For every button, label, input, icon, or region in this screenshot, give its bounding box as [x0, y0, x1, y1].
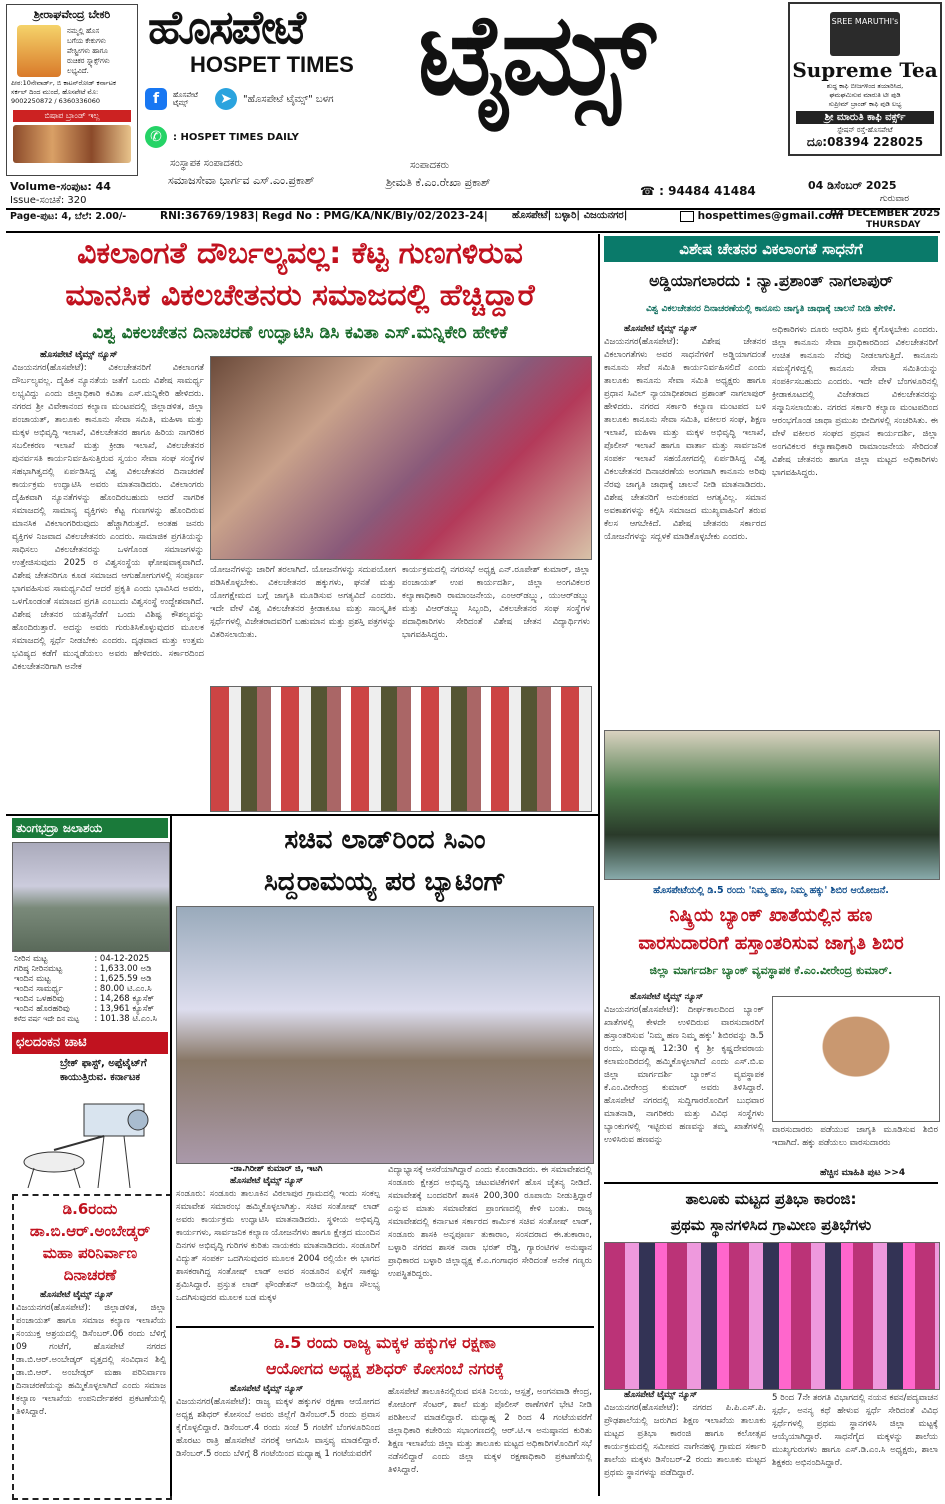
- mail-icon: [680, 211, 694, 222]
- facebook-label: ಹೊಸಪೇಟೆ ಟೈಮ್ಸ್: [173, 91, 198, 107]
- talent-column-1: ವಿಜಯನಗರ(ಹೊಸಪೇಟೆ): ನಗರದ ಪಿ.ಪಿ.ಎಸ್.ಪಿ. ಪ್ರೌಢಶಾಲೆಯಲ್ಲಿ ಜರುಗಿದ ಶಿಕ್ಷಣ ಇಲಾಖೆಯ ತಾಲೂಕು ಮಟ್ಟದ ಪ್ರತಿಭಾ ಕಾರಂಜಿ ಹಾಗೂ ಕಲೋತ್ಸವ ಕಾರ್ಯಕ್ರಮದಲ್ಲಿ ಸಮೀಪದ ನಾಗೇನಹಳ್ಳಿ ಗ್ರಾಮದ ಸರ್ಕಾರಿ ಶಾಲೆಯ ಮಕ್ಕಳು ಡಿಸೆಂಬರ್-2 ರಂದು ತಾಲೂಕು ಮಟ್ಟದ ಪ್ರಥಮ ಸ್ಥಾನಗಳನ್ನು ಪಡೆದಿದ್ದಾರೆ.: [604, 1403, 766, 1478]
- tea-ad-phone: ದೂ:08394 228025: [806, 135, 924, 149]
- dam-table: [12, 954, 170, 1024]
- dam-value: : 04-12-2025: [94, 954, 150, 964]
- lead-bottom-rule: [6, 814, 598, 816]
- date-english: 04 DECEMBER 2025: [830, 208, 941, 219]
- dam-label: ಇಂದಿನ ಒಳಹರಿವು: [14, 994, 64, 1004]
- left-column-divider: [170, 816, 172, 1496]
- dam-row: [12, 994, 170, 1004]
- dam-title: [12, 818, 168, 838]
- tea-ad-shop: ಶ್ರೀ ಮಾರುತಿ ಕಾಫಿ ವರ್ಕ್ಸ್: [796, 111, 934, 124]
- date-kannada: 04 ಡಿಸೆಂಬರ್ 2025: [808, 179, 897, 192]
- volume: Volume-ಸಂಪುಟ: 44: [10, 180, 111, 193]
- telegram-label: "ಹೊಸಪೇಟೆ ಟೈಮ್ಸ್" ಬಳಗ: [243, 93, 334, 105]
- child-rights-column-2: ಹೊಸಪೇಟೆ ತಾಲೂಕಿನಲ್ಲಿರುವ ವಸತಿ ನಿಲಯ, ಆಸ್ಪತ್ರೆ, ಅಂಗನವಾಡಿ ಕೇಂದ್ರ, ಕೋಚಿಂಗ್ ಸೆಂಟರ್, ಶಾಲೆ ಮತ್ತು ಪೊಲೀಸ್ ಠಾಣೆಗಳಿಗೆ ಭೇಟಿ ನೀಡಿ ಪರಿಶೀಲನೆ ಮಾಡಲಿದ್ದಾರೆ. ಮಧ್ಯಾಹ್ನ 2 ರಿಂದ 4 ಗಂಟೆಯವರೆಗೆ ಜಿಲ್ಲಾಧಿಕಾರಿ ಕಚೇರಿಯ ಸಭಾಂಗಣದಲ್ಲಿ ಆರ್.ಟಿ.ಇ ಅನುಷ್ಠಾನದ ಕುರಿತು ಶಿಕ್ಷಣ ಇಲಾಖೆಯ ಜಿಲ್ಲಾ ಮತ್ತು ತಾಲೂಕು ಮಟ್ಟದ ಅಧಿಕಾರಿಗಳೊಂದಿಗೆ ಸಭೆ ನಡೆಸಲಿದ್ದಾರೆ ಎಂದು ಜಿಲ್ಲಾ ಮಕ್ಕಳ ರಕ್ಷಣಾಧಿಕಾರಿ ಪ್ರಕಟಣೆಯಲ್ಲಿ ತಿಳಿಸಿದ್ದಾರೆ.: [388, 1387, 592, 1475]
- bakery-ad-red-label: ಬಿಷಾಪ ಬ್ರಾಂಡ್ ಇಲ್ಲ: [13, 110, 131, 122]
- ambedkar-headline-1: ಡಿ.6ರಂದು: [62, 1200, 118, 1218]
- lad-byline: ಹೊಸಪೇಟೆ ಟೈಮ್ಸ್ ನ್ಯೂಸ್: [230, 1176, 304, 1186]
- lad-photo-credit: -ಡಾ.ಗಿರೀಶ್ ಕುಮಾರ್ ಜಿ, ಇಟಗಿ: [230, 1164, 323, 1174]
- talent-headline-1: ತಾಲೂಕು ಮಟ್ಟದ ಪ್ರತಿಭಾ ಕಾರಂಜಿ:: [685, 1190, 857, 1208]
- registration: RNI:36769/1983| Regd No : PMG/KA/NK/Bly/02/2023-24|: [160, 210, 488, 222]
- lad-headline-2: ಸಿದ್ದರಾಮಯ್ಯ ಪರ ಬ್ಯಾಟಿಂಗ್: [263, 867, 507, 897]
- bakery-ad-line: ಪೇಸ್ಟ್ರೀಗಳು ಹಾಗೂ: [67, 47, 108, 55]
- lead-column-2: ಯೋಜನೆಗಳನ್ನು ಜಾರಿಗೆ ತರಲಾಗಿದೆ. ಯೋಜನೆಗಳನ್ನು ಸದುಪಯೋಗ ಪಡಿಸಿಕೊಳ್ಳಬೇಕು. ವಿಕಲಚೇತನರ ಹಕ್ಕುಗಳು, ಘನತೆ ಮತ್ತು ಯೋಗಕ್ಷೇಮದ ಬಗ್ಗೆ ಜಾಗೃತಿ ಮೂಡಿಸುವ ಅಗತ್ಯವಿದೆ ಎಂದರು. ಇದೇ ವೇಳೆ ವಿಶ್ವ ವಿಕಲಚೇತನರ ಕ್ರೀಡಾಕೂಟ ಮತ್ತು ಸಾಂಸ್ಕೃತಿಕ ಸ್ಪರ್ಧೆಗಳಲ್ಲಿ ವಿಜೇತರಾದವರಿಗೆ ಬಹುಮಾನ ಮತ್ತು ಪ್ರಶಸ್ತಿ ಪತ್ರಗಳನ್ನು ವಿತರಿಸಲಾಯಿತು.: [210, 565, 396, 640]
- tea-ad-line: ಶುದ್ಧ ಕಾಫಿ ಬೀಜಗಳಿಂದ ತಯಾರಿಸಿದ,: [826, 82, 904, 90]
- dam-label: ಇಂದಿನ ಮಟ್ಟ: [14, 974, 51, 984]
- dam-value: : 1,633.00 ಅಡಿ: [94, 964, 152, 974]
- bakery-ad-line: ನಮ್ಮಲ್ಲಿ ಹೊಸ: [67, 27, 100, 35]
- lead-headline-2: ಮಾನಸಿಕ ವಿಕಲಚೇತನರು ಸಮಾಜದಲ್ಲಿ ಹೆಚ್ಚಿದ್ದಾರೆ: [65, 278, 535, 313]
- talent-column-2: 5 ರಿಂದ 7ನೇ ತರಗತಿ ವಿಭಾಗದಲ್ಲಿ ನಯನ ಕವನ/ಪದ್ಯವಾಚನ ಸ್ಪರ್ಧೆ, ಅನನ್ಯ ಕಥೆ ಹೇಳುವ ಸ್ಪರ್ಧೆ ಸೇರಿದಂತೆ ವಿವಿಧ ಸ್ಪರ್ಧೆಗಳಲ್ಲಿ ಪ್ರಥಮ ಸ್ಥಾನಗಳಿಸಿ ಜಿಲ್ಲಾ ಮಟ್ಟಕ್ಕೆ ಆಯ್ಕೆಯಾಗಿದ್ದಾರೆ. ಸಾಧನೆಗೈದ ಮಕ್ಕಳನ್ನು ಶಾಲೆಯ ಮುಖ್ಯಗುರುಗಳು ಹಾಗೂ ಎಸ್.ಡಿ.ಎಂ.ಸಿ ಅಧ್ಯಕ್ಷರು, ಶಾಲಾ ಶಿಕ್ಷಕರು ಅಭಿನಂದಿಸಿದ್ದಾರೆ.: [772, 1393, 938, 1468]
- dam-row: [12, 954, 170, 964]
- ambedkar-body: ವಿಜಯನಗರ(ಹೊಸಪೇಟೆ): ಜಿಲ್ಲಾಡಳಿತ, ಜಿಲ್ಲಾ ಪಂಚಾಯತ್ ಹಾಗೂ ಸಮಾಜ ಕಲ್ಯಾಣ ಇಲಾಖೆಯ ಸಂಯುಕ್ತ ಆಶ್ರಯದಲ್ಲಿ ಡಿಸೆಂಬರ್.06 ರಂದು ಬೆಳಿಗ್ಗೆ 09 ಗಂಟೆಗೆ, ಹೊಸಪೇಟೆ ನಗರದ ಡಾ.ಬಿ.ಆರ್.ಅಂಬೇಡ್ಕರ್ ವೃತ್ತದಲ್ಲಿ ಸಂವಿಧಾನ ಶಿಲ್ಪಿ ಡಾ.ಬಿ.ಆರ್. ಅಂಬೇಡ್ಕರ್ ಮಹಾ ಪರಿನಿರ್ವಾಣ ದಿನಾಚರಣೆಯನ್ನು ಹಮ್ಮಿಕೊಳ್ಳಲಾಗಿದೆ ಎಂದು ಸಮಾಜ ಕಲ್ಯಾಣ ಇಲಾಖೆಯ ಉಪನಿರ್ದೇಶಕರ ಪ್ರಕಟಣೆಯಲ್ಲಿ ತಿಳಿಸಿದ್ದಾರೆ.: [16, 1303, 166, 1417]
- bakery-ad: [6, 4, 138, 176]
- dam-label: ಗರಿಷ್ಠ ನೀರಿನಮಟ್ಟ: [14, 964, 63, 974]
- pages: Page-ಪುಟ: 4, ಬೆಲೆ: 2.00/-: [10, 211, 127, 222]
- tea-ad: [788, 2, 942, 156]
- bakery-ad-address: ಪೀಠ:10ನೇವಾರ್ಡ್, ಬಿ ಕಾಟನ್‌ರೋಡ್ ಕರ್ನಾಟಕ ಸರ್ಕಲ್ ದಿಂದ ಮುಂದೆ, ಹೊಸಪೇಟೆ ಮೊ: 9002250872 / 6360336060: [11, 79, 116, 105]
- whatsapp-icon[interactable]: ✆: [145, 126, 167, 148]
- bakery-ad-line: ಬಗೆಯ ಕೇಕುಗಳು: [67, 37, 106, 45]
- right-subhead: ವಿಶ್ವ ವಿಕಲಚೇತನರ ದಿನಾಚರಣೆಯಲ್ಲಿ ಕಾನೂನು ಜಾಗೃತಿ ಜಾಥಾಕ್ಕೆ ಚಾಲನೆ ನೀಡಿ ಹೇಳಿಕೆ.: [646, 304, 896, 314]
- lead-photo-lamp-lighting: [210, 356, 592, 560]
- tea-ad-name: Supreme Tea: [792, 58, 938, 82]
- dam-photo: [12, 842, 170, 952]
- bank-photo-officer: [772, 996, 940, 1122]
- dam-title-text: ತುಂಗಭದ್ರಾ ಜಲಾಶಯ: [16, 821, 103, 835]
- dam-value: : 1,625.59 ಅಡಿ: [94, 974, 152, 984]
- ambedkar-headline-3: ಮಹಾ ಪರಿನಿರ್ವಾಣ: [42, 1244, 138, 1262]
- telegram-icon[interactable]: ➤: [215, 88, 237, 110]
- dam-value: : 101.38 ಟಿ.ಎಂ.ಸಿ: [94, 1014, 158, 1024]
- dam-value: : 13,961 ಕ್ಯೂಸೆಕ್: [94, 1004, 155, 1014]
- masthead-title-kannada: ಹೊಸಪೇಟೆ: [148, 0, 305, 54]
- lad-headline-1: ಸಚಿವ ಲಾಡ್‌ರಿಂದ ಸಿಎಂ: [284, 825, 486, 855]
- dam-row: [12, 1004, 170, 1014]
- child-rights-column-1: ವಿಜಯನಗರ(ಹೊಸಪೇಟೆ): ರಾಜ್ಯ ಮಕ್ಕಳ ಹಕ್ಕುಗಳ ರಕ್ಷಣಾ ಆಯೋಗದ ಅಧ್ಯಕ್ಷ ಶಶಿಧರ್ ಕೋಸಂಬೆ ಅವರು ಜಿಲ್ಲೆಗೆ ಡಿಸೆಂಬರ್.5 ರಂದು ಪ್ರವಾಸ ಕೈಗೊಳ್ಳಲಿದ್ದಾರೆ. ಡಿಸೆಂಬರ್.4 ರಂದು ಸಂಜೆ 5 ಗಂಟೆಗೆ ಬೆಂಗಳೂರಿನಿಂದ ಹೊರಟು ರಾತ್ರಿ ಹೊಸಪೇಟೆ ನಗರಕ್ಕೆ ಆಗಮಿಸಿ ವಾಸ್ತವ್ಯ ಮಾಡಲಿದ್ದಾರೆ. ಡಿಸೆಂಬರ್.5 ರಂದು ಬೆಳಿಗ್ಗೆ 8 ಗಂಟೆಯಿಂದ ಮಧ್ಯಾಹ್ನ 1 ಗಂಟೆಯವರೆಗೆ: [176, 1397, 380, 1459]
- day-english: THURSDAY: [866, 220, 921, 230]
- talent-photo-students: [604, 1242, 940, 1390]
- cartoon-caption-2: ಕಾಯುತ್ತಿರುವ. ಕರ್ನಾಟಕ: [60, 1072, 141, 1083]
- phone-number: ☎ : 94484 41484: [640, 184, 756, 198]
- lead-byline: ಹೊಸಪೇಟೆ ಟೈಮ್ಸ್ ನ್ಯೂಸ್: [40, 350, 118, 360]
- dam-row: [12, 984, 170, 994]
- tea-ad-line: ಘಮಘಮಿಸುವ ಮಾರುತಿ ಟೀ ಪುಡಿ: [829, 91, 901, 99]
- lad-column-1: ಸಂಡೂರು: ಸಂಡೂರು ತಾಲೂಕಿನ ವಿಠಲಾಪುರ ಗ್ರಾಮದಲ್ಲಿ ಇಂದು ಸಂಕಲ್ಪ ಸಮಾವೇಶ ಸಮಾರಂಭ ಹಮ್ಮಿಕೊಳ್ಳಲಾಗಿತ್ತು. ಸಚಿವ ಸಂತೋಷ್ ಲಾಡ್ ಅವರು ಕಾರ್ಯಕ್ರಮ ಉದ್ಘಾಟಿಸಿ ಮಾತನಾಡಿದರು. ಸ್ಥಳೀಯ ಅಭಿವೃದ್ಧಿ ಕಾರ್ಯಗಳು, ಸಾರ್ವಜನಿಕ ಕಲ್ಯಾಣ ಯೋಜನೆಗಳು ಹಾಗೂ ಕ್ಷೇತ್ರದ ಮುಂದಿನ ದಿನಗಳ ಅಭಿವೃದ್ಧಿ ಗುರಿಗಳ ಕುರಿತು ನಾಯಕರು ಮಾತನಾಡಿದರು. ಸಂಡೂರಿಗೆ ವಿದ್ಯುತ್ ಸಂಪರ್ಕ ಒದಗಿಸುವುದರ ಮೂಲಕ 2004 ರಲ್ಲಿಯೇ ಈ ಭಾಗದ ಶಾಸಕರಾಗಿದ್ದ ಸಂತೋಷ್ ಲಾಡ್ ಅವರ ಸಂಡೂರಿನ ಏಳ್ಗೆಗೆ ಸಾಕಷ್ಟು ಶ್ರಮಿಸಿದ್ದಾರೆ. ಪ್ರಸ್ತುತ ಲಾಡ್ ಫೌಂಡೇಶನ್ ಅಡಿಯಲ್ಲಿ ಶಿಕ್ಷಣ ಸೌಲಭ್ಯ ಒದಗಿಸುವುದರ ಮೂಲಕ ಬಡ ಮಕ್ಕಳ: [176, 1189, 380, 1303]
- cartoon-title: [12, 1032, 168, 1054]
- column-divider: [598, 234, 600, 1496]
- facebook-icon[interactable]: f: [145, 88, 167, 110]
- right-headline: ಅಡ್ಡಿಯಾಗಲಾರದು : ನ್ಯಾ.ಪ್ರಶಾಂತ್ ನಾಗಲಾಪುರ್: [649, 272, 893, 290]
- dam-label: ಇಂದಿನ ಹೊರಹರಿವು: [14, 1004, 70, 1014]
- editor-caption: ಸಂಪಾದಕರು: [410, 160, 450, 171]
- bank-more-link[interactable]: ಹೆಚ್ಚಿನ ಮಾಹಿತಿ ಪುಟ >>4: [820, 1168, 906, 1178]
- bakery-ad-cake-image: [13, 125, 131, 163]
- facebook-telegram-row: [145, 88, 334, 110]
- bank-rule: [604, 1182, 938, 1184]
- dam-row: [12, 1014, 170, 1024]
- bank-headline-2: ವಾರಸುದಾರರಿಗೆ ಹಸ್ತಾಂತರಿಸುವ ಜಾಗೃತಿ ಶಿಬಿರ: [638, 933, 904, 954]
- dam-row: [12, 974, 170, 984]
- editor-name: ಶ್ರೀಮತಿ ಕೆ.ಎಂ.ರೇಖಾ ಪ್ರಕಾಶ್: [386, 176, 491, 189]
- lad-column-2: ವಿದ್ಯಾಭ್ಯಾಸಕ್ಕೆ ಆಸರೆಯಾಗಿದ್ದಾರೆ ಎಂದು ಕೊಂಡಾಡಿದರು. ಈ ಸಮಾವೇಶದಲ್ಲಿ ಸಂಡೂರು ಕ್ಷೇತ್ರದ ಅಭಿವೃದ್ಧಿ ಚಟುವಟಿಕೆಗಳಿಗೆ ಹೊಸ ಚೈತನ್ಯ ನೀಡಿದೆ. ಸಮಾವೇಶಕ್ಕೆ ಬಂದವರಿಗೆ ಶಾಸಕಿ 200,300 ರೂಪಾಯಿ ನೀಡುತ್ತಿದ್ದಾರೆ ಎನ್ನುವ ಮಾತು ಸಮಾವೇಶದ ಪ್ರಾಂಗಣದಲ್ಲಿ ಕೇಳಿ ಬಂತು. ರಾಜ್ಯ ಸಮಾವೇಶದಲ್ಲಿ ಕರ್ನಾಟಕ ಸರ್ಕಾರದ ಕಾರ್ಮಿಕ ಸಚಿವ ಸಂತೋಷ್ ಲಾಡ್, ಸಂಡೂರು ಶಾಸಕಿ ಅನ್ನಪೂರ್ಣ ತುಕಾರಾಂ, ಸಂಸದರಾದ ಈ.ತುಕಾರಾಂ, ಬಳ್ಳಾರಿ ನಗರದ ಶಾಸಕ ನಾರಾ ಭರತ್ ರೆಡ್ಡಿ, ಗ್ಯಾರಂಟಿಗಳ ಅನುಷ್ಠಾನ ಪ್ರಾಧಿಕಾರದ ಬಳ್ಳಾರಿ ಜಿಲ್ಲಾಧ್ಯಕ್ಷ ಕೆ.ಎ.ಗಂಗಾಧರ ಸೇರಿದಂತೆ ಅನೇಕ ಗಣ್ಯರು ಉಪಸ್ಥಿತರಿದ್ದರು.: [388, 1165, 592, 1279]
- email-row[interactable]: [680, 210, 843, 222]
- right-kicker: ವಿಶೇಷ ಚೇತನರ ವಿಕಲಾಂಗತೆ ಸಾಧನೆಗೆ: [604, 236, 938, 262]
- talent-byline: ಹೊಸಪೇಟೆ ಟೈಮ್ಸ್ ನ್ಯೂಸ್: [624, 1390, 698, 1400]
- ambedkar-headline-2: ಡಾ.ಬಿ.ಆರ್.ಅಂಬೇಡ್ಕರ್: [29, 1222, 151, 1240]
- whatsapp-row: [145, 126, 299, 148]
- email[interactable]: hospettimes@gmail.com: [697, 210, 843, 222]
- talent-headline-2: ಪ್ರಥಮ ಸ್ಥಾನಗಳಿಸಿದ ಗ್ರಾಮೀಣ ಪ್ರತಿಭೆಗಳು: [670, 1216, 872, 1234]
- lead-column-1: ವಿಜಯನಗರ(ಹೊಸಪೇಟೆ): ವಿಕಲಚೇತನರಿಗೆ ವಿಕಲಾಂಗತೆ ದೌರ್ಬಲ್ಯವಲ್ಲ. ದೈಹಿಕ ನ್ಯೂನತೆಯ ಜತೆಗೆ ಒಂದು ವಿಶೇಷ ಸಾಮರ್ಥ್ಯ ಲಭ್ಯವಿದ್ದು ಎಂದು ಜಿಲ್ಲಾಧಿಕಾರಿ ಕವಿತಾ ಎಸ್.ಮನ್ನಿಕೇರಿ ಹೇಳಿದರು. ನಗರದ ಶ್ರೀ ವಿವೇಕಾನಂದ ಕಲ್ಯಾಣ ಮಂಟಪದಲ್ಲಿ ಜಿಲ್ಲಾಡಳಿತ, ಜಿಲ್ಲಾ ಪಂಚಾಯತ್, ತಾಲೂಕು ಕಾನೂನು ಸೇವಾ ಸಮಿತಿ, ಮಹಿಳಾ ಮತ್ತು ಮಕ್ಕಳ ಅಭಿವೃದ್ಧಿ ಇಲಾಖೆ, ವಿಕಲಚೇತನರ ಹಾಗೂ ಹಿರಿಯ ನಾಗರಿಕರ ಸಬಲೀಕರಣ ಇಲಾಖೆ ಮತ್ತು ಕ್ರೀಡಾ ಇಲಾಖೆ, ವಿಕಲಚೇತನರ ಪುನರ್ವಸತಿ ಕಾರ್ಯನಿರ್ವಹಿಸುತ್ತಿರುವ ಸ್ವಯಂ ಸೇವಾ ಸಂಘ ಸಂಸ್ಥೆಗಳ ಸಹಭಾಗಿತ್ವದಲ್ಲಿ ಏರ್ಪಡಿಸಿದ್ದ ವಿಶ್ವ ವಿಕಲಚೇತನರ ದಿನಾಚರಣೆ ಕಾರ್ಯಕ್ರಮ ಉದ್ಘಾಟಿಸಿ ಅವರು ಮಾತನಾಡಿದರು. ವಿಕಲಾಂಗರು ದೈಹಿಕವಾಗಿ ನ್ಯೂನತೆಗಳನ್ನು ಹೊಂದಿರಬಹುದು ಆದರೆ ನಾಗರಿಕ ಸಮಾಜದಲ್ಲಿ ಸಾಮಾನ್ಯ ವ್ಯಕ್ತಿಗಳು ಕೆಟ್ಟ ಗುಣಗಳನ್ನು ಹೊಂದಿರುವ ಮಾನಸಿಕ ವಿಕಲಾಂಗರಿರುವುದು ಹೆಚ್ಚಾಗಿರುತ್ತದೆ. ಅಂತಹ ಜನರು ವ್ಯಕ್ತಿಗಳ ನಿಜವಾದ ವಿಕಲಚೇತನರು ಎಂದರು. ಸಾಮಾಜಿಕ ಪ್ರಗತಿಯನ್ನು ಸಾಧಿಸಲು ವಿಕಲಚೇತನರನ್ನು ಒಳಗೊಂಡ ಸಮಾಜಗಳನ್ನು ಉತ್ತೇಜಿಸುವುದು 2025 ರ ವಿಶ್ವಸಂಸ್ಥೆಯ ಘೋಷವಾಕ್ಯವಾಗಿದೆ. ವಿಶೇಷ ಚೇತನರಿಗೂ ಕೂಡ ಸಮಾಜದ ಆಗುಹೋಗುಗಳಲ್ಲಿ ಸಂಪೂರ್ಣ ಭಾಗವಹಿಸುವ ಸಾಮರ್ಥ್ಯವಿದೆ ಆದರೆ ಪ್ರಕೃತಿ ಎಂದು ಭಾವಿಸಿದ ಅವರು, ಒಳಗೊಂಡಂತೆ ಸಮಾಜದ ಪ್ರಗತಿ ಎಂಬುದು ವಿಶ್ವಸಂಸ್ಥೆ ಉದ್ದೇಶವಾಗಿದೆ. ವಿಶೇಷ ಚೇತನರ ಯಶಸ್ಸಿನೆಡೆಗೆ ಒಂದು ವಿಶಿಷ್ಟ ಕೌಶಲ್ಯವನ್ನು ಹೊಂದಿರುತ್ತಾರೆ. ಅದನ್ನು ಅವರು ಗುರುತಿಸಿಕೊಳ್ಳುವುದರ ಮೂಲಕ ಸಮಾಜದಲ್ಲಿ ಸ್ಪರ್ಧೆ ನೀಡಬೇಕು ಎಂದರು. ದೃಢವಾದ ಮತ್ತು ಉತ್ತಮ ಭವಿಷ್ಯದ ಕಡೆಗೆ ಮುನ್ನಡೆಯಲು ಅವರು ಹೇಳಿದರು. ಸರ್ಕಾರದಿಂದ ವಿಕಲಚೇತನರಿಗಾಗಿ ಅನೇಕ: [12, 363, 204, 672]
- tea-ad-address: ಸ್ಟೇಷನ್ ರಸ್ತೆ-ಹೊಸಪೇಟೆ: [837, 126, 893, 134]
- issue: Issue-ಸಂಚಿಕೆ: 320: [10, 195, 87, 206]
- lead-column-3: ಕಾರ್ಯಕ್ರಮದಲ್ಲಿ ನಗರಸಭೆ ಅಧ್ಯಕ್ಷ ಎನ್.ರೂಪೇಶ್ ಕುಮಾರ್, ಜಿಲ್ಲಾ ಪಂಚಾಯತ್ ಉಪ ಕಾರ್ಯದರ್ಶಿ, ಜಿಲ್ಲಾ ಅಂಗವಿಕಲರ ಕಲ್ಯಾಣಾಧಿಕಾರಿ ರಾಮಾಂಜನೇಯ, ಎಂಆರ್‌ಡಬ್ಲ್ಯು, ಯುಆರ್‌ಡಬ್ಲ್ಯು ಮತ್ತು ವಿಆರ್‌ಡಬ್ಲ್ಯು ಸಿಬ್ಬಂದಿ, ವಿಕಲಚೇತನರ ಸಂಘ ಸಂಸ್ಥೆಗಳ ಪದಾಧಿಕಾರಿಗಳು ಸೇರಿದಂತೆ ವಿಶೇಷ ಚೇತನ ವಿದ್ಯಾರ್ಥಿಗಳು ಭಾಗವಹಿಸಿದ್ದರು.: [402, 565, 590, 640]
- dam-label: ಇಂದಿನ ಸಾಮರ್ಥ್ಯ: [14, 984, 63, 994]
- bakery-ad-deity-image: [17, 25, 61, 77]
- bakery-ad-title: ಶ್ರೀರಾಘವೇಂದ್ರ ಬೇಕರಿ: [33, 8, 111, 21]
- founder-caption: ಸಂಸ್ಥಾಪಕ ಸಂಪಾದಕರು: [170, 158, 243, 169]
- ambedkar-headline-4: ದಿನಾಚರಣೆ: [63, 1266, 117, 1284]
- bank-headline-1: ನಿಷ್ಕ್ರಿಯ ಬ್ಯಾಂಕ್ ಖಾತೆಯಲ್ಲಿನ ಹಣ: [669, 905, 873, 926]
- child-rights-headline-1: ಡಿ.5 ರಂದು ರಾಜ್ಯ ಮಕ್ಕಳ ಹಕ್ಕುಗಳ ರಕ್ಷಣಾ: [274, 1333, 496, 1352]
- right-byline: ಹೊಸಪೇಟೆ ಟೈಮ್ಸ್ ನ್ಯೂಸ್: [624, 324, 698, 334]
- masthead-title-big: ಟೈಮ್ಸ್: [418, 0, 650, 120]
- dam-label: ನೀರಿನ ಮಟ್ಟ: [14, 954, 48, 964]
- bank-photo-caption: ವಾರಸುದಾರರು ಪಡೆಯುವ ಜಾಗೃತಿ ಮೂಡಿಸುವ ಶಿಬಿರ ಇದಾಗಿದೆ. ಹಕ್ಕು ಪಡೆಯಲು ವಾರಸುದಾರರು: [772, 1125, 938, 1148]
- bank-body: ವಿಜಯನಗರ(ಹೊಸಪೇಟೆ): ದೀರ್ಘಕಾಲದಿಂದ ಬ್ಯಾಂಕ್ ಖಾತೆಗಳಲ್ಲಿ ಕೇಳದೇ ಉಳಿದಿರುವ ವಾರಸುದಾರರಿಗೆ ಹಸ್ತಾಂತರಿಸುವ 'ನಿಮ್ಮ ಹಣ ನಿಮ್ಮ ಹಕ್ಕು' ಶಿಬಿರವನ್ನು ಡಿ.5 ರಂದು, ಮಧ್ಯಾಹ್ನ 12:30 ಕ್ಕೆ ಶ್ರೀ ಕೃಷ್ಣದೇವರಾಯ ಕಲಾಮಂದಿರದಲ್ಲಿ ಹಮ್ಮಿಕೊಳ್ಳಲಾಗಿದೆ ಎಂದು ಎಸ್.ಬಿ.ಐ ಜಿಲ್ಲಾ ಮಾರ್ಗದರ್ಶಿ ಬ್ಯಾಂಕ್‌ನ ವ್ಯವಸ್ಥಾಪಕ ಕೆ.ಎಂ.ವೀರೇಂದ್ರ ಕುಮಾರ್ ಅವರು ತಿಳಿಸಿದ್ದಾರೆ. ಹೊಸಪೇಟೆ ನಗರದಲ್ಲಿ ಸುದ್ದಿಗಾರರೊಂದಿಗೆ ಬುಧವಾರ ಮಾತನಾಡಿ, ನಾಗರಿಕರು ಮತ್ತು ವಿವಿಧ ಸಂಸ್ಥೆಗಳು ಬ್ಯಾಂಕುಗಳಲ್ಲಿ ಇಟ್ಟಿರುವ ಹಣವನ್ನು ತಮ್ಮ ಖಾತೆಗಳಲ್ಲಿ ಉಳಿಸಿರುವ ಹಣವನ್ನು: [604, 1005, 764, 1145]
- dam-row: [12, 964, 170, 974]
- founder-name: ಸಮಾಜಸೇವಾ ಭಾರ್ಗವ ಎಸ್.ಎಂ.ಪ್ರಕಾಶ್: [168, 174, 315, 187]
- tea-ad-logo: SREE MARUTHI's: [830, 12, 900, 56]
- dam-value: : 80.00 ಟಿ.ಎಂ.ಸಿ: [94, 984, 152, 994]
- child-rights-headline-2: ಆಯೋಗದ ಅಧ್ಯಕ್ಷ ಶಶಿಧರ್ ಕೋಸಂಬೆ ನಗರಕ್ಕೆ: [266, 1359, 504, 1378]
- tea-ad-line: ಸುಪ್ರೀಮ್ ಬ್ರಾಂಡ್ ಕಾಫಿ ಪುಡಿ ಲಭ್ಯ: [828, 100, 902, 108]
- ambedkar-byline: ಹೊಸಪೇಟೆ ಟೈಮ್ಸ್ ನ್ಯೂಸ್: [40, 1290, 114, 1300]
- cartoon-drawing: [14, 1090, 166, 1190]
- right-photo-jatha: [604, 730, 940, 880]
- lead-headline-1: ವಿಕಲಾಂಗತೆ ದೌರ್ಬಲ್ಯವಲ್ಲ: ಕೆಟ್ಟ ಗುಣಗಳಿರುವ: [77, 236, 523, 271]
- right-column-2: ಅಧಿಕಾರಿಗಳು ದೂರು ಆಧರಿಸಿ ಕ್ರಮ ಕೈಗೊಳ್ಳಬೇಕು ಎಂದರು. ಜಿಲ್ಲಾ ಕಾನೂನು ಸೇವಾ ಪ್ರಾಧಿಕಾರದಿಂದ ವಿಕಲಚೇತನರಿಗೆ ಉಚಿತ ಕಾನೂನು ನೆರವು ನೀಡಲಾಗುತ್ತಿದೆ. ಕಾನೂನು ಸಮಸ್ಯೆಗಳಿದ್ದಲ್ಲಿ ಕಾನೂನು ಸೇವಾ ಸಮಿತಿಯನ್ನು ಸಂಪರ್ಕಿಸಬಹುದು ಎಂದರು. ಇದೇ ವೇಳೆ ಬೆಂಗಳೂರಿನಲ್ಲಿ ಕ್ರೀಡಾಕೂಟದಲ್ಲಿ ವಿಜೇತರಾದ ವಿಕಲಚೇತನರನ್ನು ಸನ್ಮಾನಿಸಲಾಯಿತು. ನಗರದ ಸರ್ಕಾರಿ ಕಲ್ಯಾಣ ಮಂಟಪದಿಂದ ಆರಂಭಗೊಂಡ ಜಾಥಾ ಪ್ರಮುಖ ಬೀದಿಗಳಲ್ಲಿ ಸಂಚರಿಸಿತು. ಈ ವೇಳೆ ವಕೀಲರ ಸಂಘದ ಪ್ರಧಾನ ಕಾರ್ಯದರ್ಶಿ, ಜಿಲ್ಲಾ ಅಂಗವಿಕಲರ ಕಲ್ಯಾಣಾಧಿಕಾರಿ ರಾಮಾಂಜನೇಯ ಸೇರಿದಂತೆ ವಿಶೇಷ ಚೇತನರು ಹಾಗೂ ಜಿಲ್ಲಾ ಮಟ್ಟದ ಅಧಿಕಾರಿಗಳು ಭಾಗವಹಿಸಿದ್ದರು.: [772, 325, 938, 478]
- bank-kicker: ಹೊಸಪೇಟೆಯಲ್ಲಿ ಡಿ.5 ರಂದು 'ನಿಮ್ಮ ಹಣ, ನಿಮ್ಮ ಹಕ್ಕು' ಶಿಬಿರ ಆಯೋಜನೆ.: [653, 885, 889, 896]
- whatsapp-label: : HOSPET TIMES DAILY: [173, 131, 299, 143]
- lead-photo-audience: [210, 686, 592, 812]
- masthead-bottom-rule: [6, 231, 940, 233]
- day-kannada: ಗುರುವಾರ: [880, 194, 910, 204]
- bakery-ad-line: ರುಚಿಕರ ಸ್ನ್ಯಾಕ್ಸ್‌ಗಳು ಲಭ್ಯವಿದೆ.: [67, 57, 110, 75]
- child-rights-byline: ಹೊಸಪೇಟೆ ಟೈಮ್ಸ್ ನ್ಯೂಸ್: [230, 1384, 304, 1394]
- dam-label: ಕಳೆದ ವರ್ಷ ಇದೇ ದಿನ ಮಟ್ಟ: [14, 1015, 80, 1023]
- dam-value: : 14,268 ಕ್ಯೂಸೆಕ್: [94, 994, 155, 1004]
- lead-subhead: ವಿಶ್ವ ವಿಕಲಚೇತನ ದಿನಾಚರಣೆ ಉದ್ಘಾಟಿಸಿ ಡಿಸಿ ಕವಿತಾ ಎಸ್.ಮನ್ನಿಕೇರಿ ಹೇಳಿಕೆ: [92, 323, 508, 343]
- lad-bottom-rule: [176, 1326, 594, 1328]
- bank-subhead: ಜಿಲ್ಲಾ ಮಾರ್ಗದರ್ಶಿ ಬ್ಯಾಂಕ್ ವ್ಯವಸ್ಥಾಪಕ ಕೆ.ಎಂ.ವೀರೇಂದ್ರ ಕುಮಾರ್.: [649, 964, 893, 977]
- masthead-title-english: HOSPET TIMES: [190, 52, 354, 77]
- bank-byline: ಹೊಸಪೇಟೆ ಟೈಮ್ಸ್ ನ್ಯೂಸ್: [630, 992, 704, 1002]
- places: ಹೊಸಪೇಟೆ| ಬಳ್ಳಾರಿ| ವಿಜಯನಗರ|: [512, 210, 628, 221]
- cartoon-caption-1: ಬ್ರೇಕ್ ಫಾಸ್ಟ್, ಅಪ್ಪೆಟೈಟ್‌ಗೆ: [60, 1058, 147, 1069]
- lad-photo-press: [176, 906, 594, 1164]
- right-column-1: ವಿಜಯನಗರ(ಹೊಸಪೇಟೆ): ವಿಶೇಷ ಚೇತನರ ವಿಕಲಾಂಗತೆಗಳು ಅವರ ಸಾಧನೆಗಳಿಗೆ ಅಡ್ಡಿಯಾಗದಂತೆ ಕಾನೂನು ಸೇವೆ ಸಮಿತಿ ಕಾರ್ಯನಿರ್ವಹಿಸಲಿದೆ ಎಂದು ತಾಲೂಕು ಕಾನೂನು ಸೇವಾ ಸಮಿತಿ ಅಧ್ಯಕ್ಷರು ಹಾಗೂ ಪ್ರಧಾನ ಸಿವಿಲ್ ನ್ಯಾಯಾಧೀಶರಾದ ಪ್ರಶಾಂತ್ ನಾಗಲಾಪುರ್ ಹೇಳಿದರು. ನಗರದ ಸರ್ಕಾರಿ ಕಲ್ಯಾಣ ಮಂಟಪದ ಬಳಿ ತಾಲೂಕು ಕಾನೂನು ಸೇವಾ ಸಮಿತಿ, ವಕೀಲರ ಸಂಘ, ಶಿಕ್ಷಣ ಇಲಾಖೆ, ಮಹಿಳಾ ಮತ್ತು ಮಕ್ಕಳ ಅಭಿವೃದ್ಧಿ ಇಲಾಖೆ, ಪೊಲೀಸ್ ಇಲಾಖೆ ಹಾಗೂ ವಾರ್ತಾ ಮತ್ತು ಸಾರ್ವಜನಿಕ ಸಂಪರ್ಕ ಇಲಾಖೆ ಸಹಯೋಗದಲ್ಲಿ ಏರ್ಪಡಿಸಿದ್ದ ವಿಶ್ವ ವಿಕಲಚೇತನರ ದಿನಾಚರಣೆಯ ಅಂಗವಾಗಿ ಕಾನೂನು ಅರಿವು ನೆರವು ಜಾಗೃತಿ ಜಾಥಾಕ್ಕೆ ಚಾಲನೆ ನೀಡಿ ಮಾತನಾಡಿದರು. ವಿಶೇಷ ಚೇತನರಿಗೆ ಅನುಕಂಪದ ಅಗತ್ಯವಿಲ್ಲ. ಸಮಾನ ಅವಕಾಶಗಳನ್ನು ಕಲ್ಪಿಸಿ ಸಮಾಜದ ಮುಖ್ಯವಾಹಿನಿಗೆ ತರುವ ಕೆಲಸ ಆಗಬೇಕಿದೆ. ವಿಶೇಷ ಚೇತನರು ಸರ್ಕಾರದ ಯೋಜನೆಗಳನ್ನು ಸದ್ಬಳಕೆ ಮಾಡಿಕೊಳ್ಳಬೇಕು ಎಂದರು.: [604, 337, 766, 542]
- cartoon-title-text: ಛಲದಂಕನ ಚಾಟಿ: [16, 1035, 87, 1050]
- tea-ad-lines: [790, 82, 940, 109]
